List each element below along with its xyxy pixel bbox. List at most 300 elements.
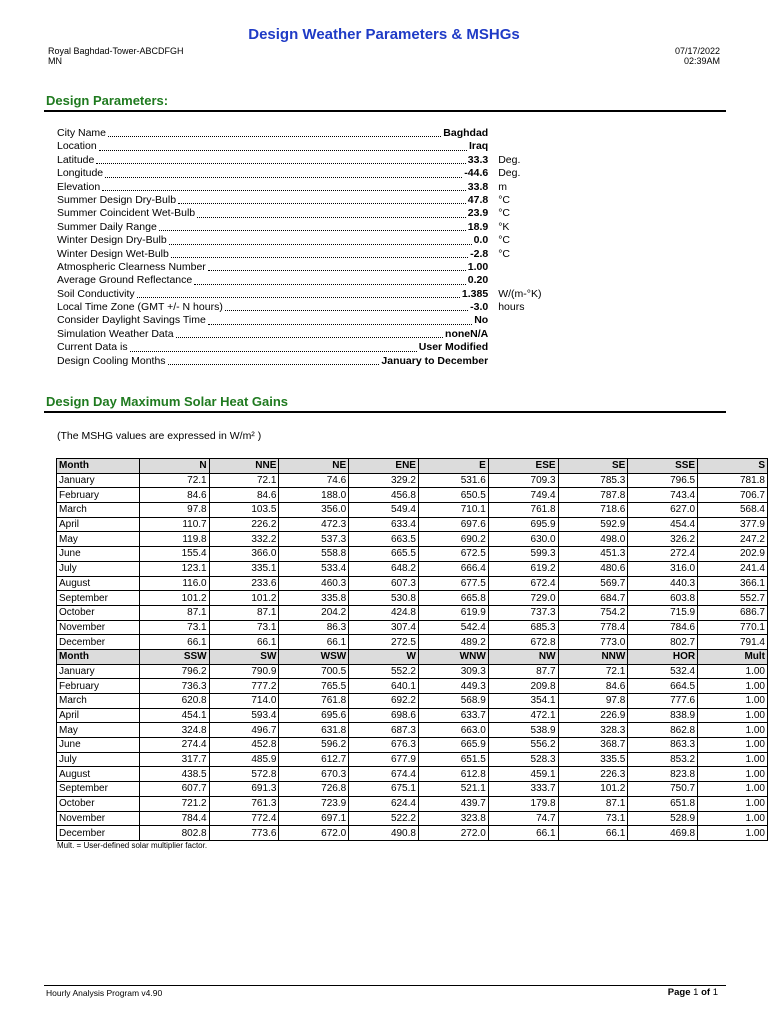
- value-cell: 672.5: [418, 547, 488, 562]
- table-row: [57, 796, 768, 811]
- value-cell: 101.2: [139, 591, 209, 606]
- month-cell: October: [57, 605, 140, 620]
- parameter-unit: °C: [498, 234, 510, 247]
- value-cell: 685.3: [488, 620, 558, 635]
- value-cell: 368.7: [558, 738, 628, 753]
- month-cell: July: [57, 561, 140, 576]
- parameter-label: Simulation Weather Data: [57, 327, 174, 340]
- parameter-value: 0.20: [467, 274, 489, 287]
- parameter-value: User Modified: [418, 341, 489, 354]
- value-cell: 72.1: [558, 664, 628, 679]
- table-row: [57, 723, 768, 738]
- value-cell: 74.6: [279, 473, 349, 488]
- value-cell: 670.3: [279, 767, 349, 782]
- parameter-unit: [498, 314, 557, 327]
- table-row: [57, 782, 768, 797]
- parameter-label: Summer Design Dry-Bulb: [57, 193, 177, 206]
- parameter-label-wrap: [57, 314, 488, 327]
- value-cell: 335.1: [209, 561, 279, 576]
- dot-leader: [96, 162, 465, 164]
- column-header: NNW: [558, 649, 628, 664]
- value-cell: 204.2: [279, 605, 349, 620]
- parameter-label-wrap: [57, 221, 488, 234]
- parameter-label: City Name: [57, 127, 107, 139]
- value-cell: 247.2: [698, 532, 768, 547]
- value-cell: 472.3: [279, 517, 349, 532]
- dot-leader: [159, 229, 466, 231]
- parameter-label-wrap: [57, 301, 488, 314]
- parameter-row: [57, 288, 557, 301]
- section-divider: [44, 110, 726, 112]
- value-cell: 532.4: [628, 664, 698, 679]
- value-cell: 233.6: [209, 576, 279, 591]
- table-row: [57, 679, 768, 694]
- value-cell: 770.1: [698, 620, 768, 635]
- table-header-row: [57, 459, 768, 474]
- value-cell: 537.3: [279, 532, 349, 547]
- month-cell: October: [57, 796, 140, 811]
- value-cell: 743.4: [628, 488, 698, 503]
- value-cell: 619.9: [418, 605, 488, 620]
- value-cell: 695.9: [488, 517, 558, 532]
- value-cell: 754.2: [558, 605, 628, 620]
- value-cell: 1.00: [698, 782, 768, 797]
- dot-leader: [197, 216, 466, 218]
- column-header: SSE: [628, 459, 698, 474]
- value-cell: 607.7: [139, 782, 209, 797]
- value-cell: 677.5: [418, 576, 488, 591]
- value-cell: 72.1: [209, 473, 279, 488]
- parameter-label-wrap: [57, 355, 488, 368]
- value-cell: 440.3: [628, 576, 698, 591]
- value-cell: 542.4: [418, 620, 488, 635]
- table-row: [57, 826, 768, 841]
- value-cell: 1.00: [698, 738, 768, 753]
- value-cell: 496.7: [209, 723, 279, 738]
- parameter-label-wrap: [57, 167, 488, 180]
- value-cell: 749.4: [488, 488, 558, 503]
- dot-leader: [208, 269, 466, 271]
- table-row: [57, 488, 768, 503]
- value-cell: 456.8: [349, 488, 419, 503]
- parameter-row: [57, 301, 557, 314]
- table-row: [57, 473, 768, 488]
- value-cell: 521.1: [418, 782, 488, 797]
- parameter-value: 33.8: [467, 180, 489, 193]
- parameter-label: Summer Daily Range: [57, 220, 157, 233]
- parameter-label: Location: [57, 140, 97, 153]
- parameter-label: Consider Daylight Savings Time: [57, 314, 206, 327]
- parameter-unit: [498, 328, 557, 341]
- value-cell: 326.2: [628, 532, 698, 547]
- value-cell: 633.7: [418, 708, 488, 723]
- value-cell: 179.8: [488, 796, 558, 811]
- report-date: 07/17/2022: [674, 46, 720, 56]
- dot-leader: [225, 309, 468, 311]
- value-cell: 592.9: [558, 517, 628, 532]
- value-cell: 335.8: [279, 591, 349, 606]
- value-cell: 123.1: [139, 561, 209, 576]
- parameter-row: [57, 261, 557, 274]
- column-header: S: [698, 459, 768, 474]
- month-cell: July: [57, 752, 140, 767]
- value-cell: 619.2: [488, 561, 558, 576]
- value-cell: 791.4: [698, 635, 768, 650]
- value-cell: 119.8: [139, 532, 209, 547]
- parameter-unit: [498, 355, 557, 368]
- value-cell: 454.4: [628, 517, 698, 532]
- value-cell: 552.7: [698, 591, 768, 606]
- table-row: [57, 694, 768, 709]
- project-name: Royal Baghdad-Tower-ABCDFGH: [48, 46, 184, 56]
- value-cell: 700.5: [279, 664, 349, 679]
- value-cell: 84.6: [209, 488, 279, 503]
- parameter-label-wrap: [57, 341, 488, 354]
- column-header: ESE: [488, 459, 558, 474]
- value-cell: 1.00: [698, 811, 768, 826]
- table-row: [57, 738, 768, 753]
- value-cell: 596.2: [279, 738, 349, 753]
- value-cell: 73.1: [209, 620, 279, 635]
- value-cell: 66.1: [488, 826, 558, 841]
- value-cell: 328.3: [558, 723, 628, 738]
- parameter-value: -44.6: [464, 167, 489, 180]
- value-cell: 676.3: [349, 738, 419, 753]
- value-cell: 785.3: [558, 473, 628, 488]
- parameter-value: 18.9: [467, 220, 489, 233]
- value-cell: 460.3: [279, 576, 349, 591]
- parameter-row: [57, 154, 557, 167]
- parameter-row: [57, 328, 557, 341]
- parameter-unit: [498, 274, 557, 287]
- dot-leader: [105, 176, 462, 178]
- value-cell: 612.8: [418, 767, 488, 782]
- value-cell: 697.6: [418, 517, 488, 532]
- value-cell: 672.0: [279, 826, 349, 841]
- value-cell: 323.8: [418, 811, 488, 826]
- value-cell: 1.00: [698, 694, 768, 709]
- dot-leader: [178, 202, 466, 204]
- value-cell: 750.7: [628, 782, 698, 797]
- value-cell: 522.2: [349, 811, 419, 826]
- parameter-label-wrap: [57, 274, 488, 287]
- parameter-label-wrap: [57, 261, 488, 274]
- value-cell: 663.5: [349, 532, 419, 547]
- parameter-row: [57, 181, 557, 194]
- value-cell: 1.00: [698, 767, 768, 782]
- parameter-unit: °K: [498, 220, 510, 233]
- column-header: NE: [279, 459, 349, 474]
- value-cell: 823.8: [628, 767, 698, 782]
- table-row: [57, 620, 768, 635]
- parameter-label: Local Time Zone (GMT +/- N hours): [57, 301, 223, 314]
- value-cell: 674.4: [349, 767, 419, 782]
- value-cell: 103.5: [209, 503, 279, 518]
- value-cell: 1.00: [698, 826, 768, 841]
- page-title: Design Weather Parameters & MSHGs: [248, 26, 520, 43]
- value-cell: 627.0: [628, 503, 698, 518]
- value-cell: 116.0: [139, 576, 209, 591]
- value-cell: 593.4: [209, 708, 279, 723]
- parameter-value: 47.8: [467, 193, 489, 206]
- value-cell: 272.4: [628, 547, 698, 562]
- parameter-label-wrap: [57, 154, 488, 167]
- parameter-unit: °C: [498, 207, 510, 220]
- table-row: [57, 708, 768, 723]
- month-cell: February: [57, 488, 140, 503]
- value-cell: 472.1: [488, 708, 558, 723]
- value-cell: 664.5: [628, 679, 698, 694]
- parameter-row: [57, 314, 557, 327]
- value-cell: 459.1: [488, 767, 558, 782]
- value-cell: 723.9: [279, 796, 349, 811]
- parameter-label-wrap: [57, 248, 488, 261]
- table-row: [57, 561, 768, 576]
- column-header: Mult: [698, 649, 768, 664]
- value-cell: 202.9: [698, 547, 768, 562]
- mshg-table: [56, 458, 768, 841]
- value-cell: 568.4: [698, 503, 768, 518]
- value-cell: 761.8: [279, 694, 349, 709]
- value-cell: 648.2: [349, 561, 419, 576]
- value-cell: 729.0: [488, 591, 558, 606]
- dot-leader: [102, 189, 466, 191]
- parameter-value: January to December: [381, 354, 489, 367]
- parameter-value: -3.0: [470, 301, 489, 314]
- parameter-value: noneN/A: [445, 327, 489, 340]
- value-cell: 480.6: [558, 561, 628, 576]
- value-cell: 686.7: [698, 605, 768, 620]
- value-cell: 772.4: [209, 811, 279, 826]
- month-cell: August: [57, 576, 140, 591]
- value-cell: 572.8: [209, 767, 279, 782]
- parameter-row: [57, 341, 557, 354]
- value-cell: 272.0: [418, 826, 488, 841]
- table-header-row: [57, 649, 768, 664]
- value-cell: 209.8: [488, 679, 558, 694]
- value-cell: 691.3: [209, 782, 279, 797]
- parameter-value: 23.9: [467, 207, 489, 220]
- value-cell: 690.2: [418, 532, 488, 547]
- parameter-label: Longitude: [57, 167, 104, 180]
- parameter-row: [57, 234, 557, 247]
- parameter-unit: [498, 127, 557, 140]
- parameter-unit: Deg.: [498, 153, 521, 166]
- value-cell: 698.6: [349, 708, 419, 723]
- design-parameters-list: [57, 127, 557, 368]
- parameter-unit: [498, 140, 557, 153]
- value-cell: 853.2: [628, 752, 698, 767]
- value-cell: 624.4: [349, 796, 419, 811]
- mshg-units-note: (The MSHG values are expressed in W/m² ): [57, 430, 262, 442]
- value-cell: 640.1: [349, 679, 419, 694]
- value-cell: 663.0: [418, 723, 488, 738]
- value-cell: 651.5: [418, 752, 488, 767]
- value-cell: 101.2: [209, 591, 279, 606]
- value-cell: 97.8: [558, 694, 628, 709]
- value-cell: 226.2: [209, 517, 279, 532]
- parameter-label: Summer Coincident Wet-Bulb: [57, 207, 196, 220]
- parameter-row: [57, 274, 557, 287]
- parameter-row: [57, 167, 557, 180]
- value-cell: 274.4: [139, 738, 209, 753]
- report-time: 02:39AM: [683, 56, 720, 66]
- value-cell: 454.1: [139, 708, 209, 723]
- value-cell: 631.8: [279, 723, 349, 738]
- parameter-label-wrap: [57, 328, 488, 341]
- month-cell: November: [57, 811, 140, 826]
- dot-leader: [99, 149, 467, 151]
- value-cell: 568.9: [418, 694, 488, 709]
- value-cell: 74.7: [488, 811, 558, 826]
- value-cell: 665.9: [418, 738, 488, 753]
- value-cell: 97.8: [139, 503, 209, 518]
- value-cell: 607.3: [349, 576, 419, 591]
- month-cell: March: [57, 694, 140, 709]
- value-cell: 650.5: [418, 488, 488, 503]
- column-header: WSW: [279, 649, 349, 664]
- value-cell: 784.6: [628, 620, 698, 635]
- value-cell: 1.00: [698, 752, 768, 767]
- value-cell: 761.3: [209, 796, 279, 811]
- parameter-label-wrap: [57, 207, 488, 220]
- month-cell: September: [57, 782, 140, 797]
- value-cell: 73.1: [139, 620, 209, 635]
- table-row: [57, 576, 768, 591]
- value-cell: 777.6: [628, 694, 698, 709]
- value-cell: 528.3: [488, 752, 558, 767]
- table-row: [57, 517, 768, 532]
- dot-leader: [130, 350, 417, 352]
- value-cell: 272.5: [349, 635, 419, 650]
- table-row: [57, 752, 768, 767]
- value-cell: 377.9: [698, 517, 768, 532]
- table-row: [57, 547, 768, 562]
- value-cell: 796.2: [139, 664, 209, 679]
- value-cell: 612.7: [279, 752, 349, 767]
- parameter-value: Baghdad: [443, 127, 489, 139]
- value-cell: 777.2: [209, 679, 279, 694]
- table-row: [57, 635, 768, 650]
- parameter-unit: m: [498, 180, 507, 193]
- parameter-unit: W/(m-°K): [498, 287, 542, 300]
- value-cell: 332.2: [209, 532, 279, 547]
- column-header: SW: [209, 649, 279, 664]
- value-cell: 569.7: [558, 576, 628, 591]
- value-cell: 66.1: [209, 635, 279, 650]
- value-cell: 188.0: [279, 488, 349, 503]
- value-cell: 66.1: [139, 635, 209, 650]
- value-cell: 530.8: [349, 591, 419, 606]
- column-header: SE: [558, 459, 628, 474]
- parameter-label: Elevation: [57, 180, 101, 193]
- value-cell: 603.8: [628, 591, 698, 606]
- value-cell: 452.8: [209, 738, 279, 753]
- parameter-label-wrap: [57, 194, 488, 207]
- parameter-value: 1.00: [467, 260, 489, 273]
- parameter-value: No: [474, 314, 489, 327]
- table-row: [57, 503, 768, 518]
- value-cell: 736.3: [139, 679, 209, 694]
- value-cell: 666.4: [418, 561, 488, 576]
- parameter-label: Latitude: [57, 153, 95, 166]
- value-cell: 1.00: [698, 679, 768, 694]
- parameter-label-wrap: [57, 140, 488, 153]
- parameter-label-wrap: [57, 234, 488, 247]
- month-cell: April: [57, 517, 140, 532]
- value-cell: 84.6: [139, 488, 209, 503]
- month-cell: February: [57, 679, 140, 694]
- value-cell: 863.3: [628, 738, 698, 753]
- value-cell: 366.1: [698, 576, 768, 591]
- parameter-row: [57, 127, 557, 140]
- column-header: W: [349, 649, 419, 664]
- dot-leader: [194, 283, 466, 285]
- dot-leader: [137, 296, 460, 298]
- value-cell: 706.7: [698, 488, 768, 503]
- value-cell: 73.1: [558, 811, 628, 826]
- value-cell: 862.8: [628, 723, 698, 738]
- value-cell: 66.1: [279, 635, 349, 650]
- value-cell: 356.0: [279, 503, 349, 518]
- value-cell: 630.0: [488, 532, 558, 547]
- value-cell: 531.6: [418, 473, 488, 488]
- parameter-label: Average Ground Reflectance: [57, 274, 193, 287]
- value-cell: 692.2: [349, 694, 419, 709]
- parameter-label: Winter Design Dry-Bulb: [57, 234, 167, 247]
- value-cell: 307.4: [349, 620, 419, 635]
- page-total: 1: [712, 987, 718, 998]
- value-cell: 781.8: [698, 473, 768, 488]
- value-cell: 549.4: [349, 503, 419, 518]
- value-cell: 695.6: [279, 708, 349, 723]
- month-cell: September: [57, 591, 140, 606]
- header-right: [675, 46, 720, 66]
- header-left: [48, 46, 184, 66]
- program-name: Hourly Analysis Program v4.90: [46, 988, 163, 998]
- value-cell: 87.7: [488, 664, 558, 679]
- value-cell: 802.7: [628, 635, 698, 650]
- value-cell: 490.8: [349, 826, 419, 841]
- design-parameters-heading: Design Parameters:: [46, 93, 169, 108]
- value-cell: 155.4: [139, 547, 209, 562]
- value-cell: 787.8: [558, 488, 628, 503]
- value-cell: 697.1: [279, 811, 349, 826]
- parameter-unit: [498, 341, 557, 354]
- table-row: [57, 767, 768, 782]
- parameter-label: Current Data is: [57, 341, 128, 354]
- value-cell: 533.4: [279, 561, 349, 576]
- value-cell: 333.7: [488, 782, 558, 797]
- dot-leader: [108, 135, 441, 137]
- value-cell: 672.8: [488, 635, 558, 650]
- parameter-unit: Deg.: [498, 167, 521, 180]
- page-label: Page: [667, 987, 691, 998]
- value-cell: 773.0: [558, 635, 628, 650]
- value-cell: 1.00: [698, 796, 768, 811]
- parameter-value: 33.3: [467, 153, 489, 166]
- value-cell: 633.4: [349, 517, 419, 532]
- month-cell: January: [57, 664, 140, 679]
- column-header: HOR: [628, 649, 698, 664]
- value-cell: 66.1: [558, 826, 628, 841]
- dot-leader: [176, 336, 444, 338]
- value-cell: 552.2: [349, 664, 419, 679]
- parameter-label-wrap: [57, 127, 488, 140]
- value-cell: 672.4: [488, 576, 558, 591]
- value-cell: 439.7: [418, 796, 488, 811]
- month-cell: November: [57, 620, 140, 635]
